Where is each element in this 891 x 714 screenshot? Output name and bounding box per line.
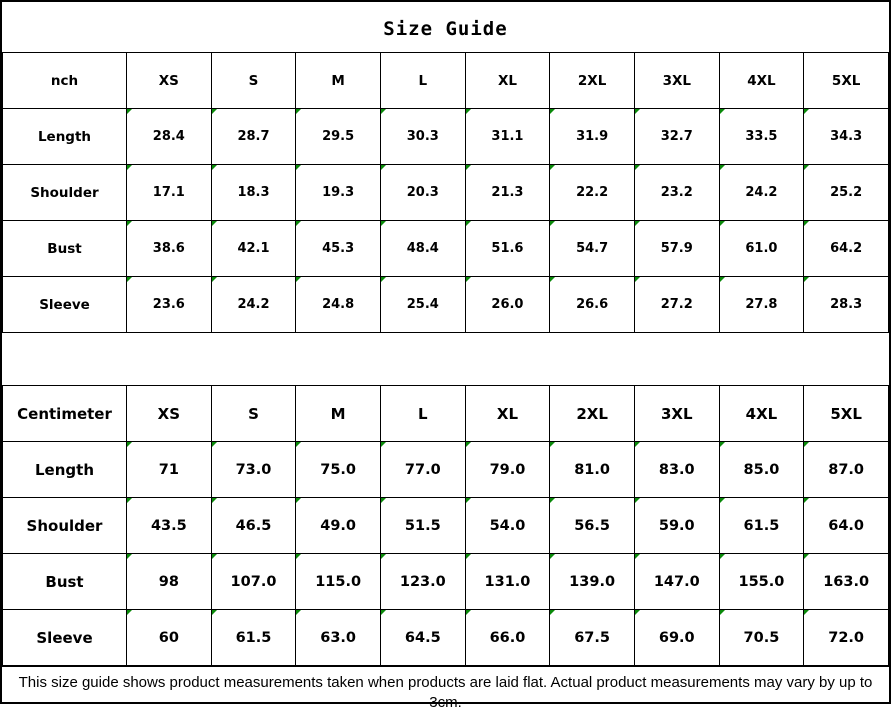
cell-shoulder-xl: 54.0 (465, 498, 550, 554)
cell-length-5xl: 34.3 (804, 109, 889, 165)
column-header-4xl: 4XL (719, 386, 804, 442)
table-row (3, 610, 889, 666)
column-header-2xl: 2XL (550, 53, 635, 109)
size-guide-footnote: This size guide shows product measurements taken when products are laid flat. Actual product measurements may vary by up to 3cm. (2, 666, 889, 714)
cell-bust-xs: 38.6 (127, 221, 212, 277)
cell-sleeve-xs: 60 (127, 610, 212, 666)
column-header-3xl: 3XL (634, 386, 719, 442)
row-label-sleeve: Sleeve (3, 277, 127, 333)
cell-bust-5xl: 64.2 (804, 221, 889, 277)
cell-sleeve-xl: 26.0 (465, 277, 550, 333)
cell-shoulder-xs: 43.5 (127, 498, 212, 554)
cell-bust-3xl: 147.0 (634, 554, 719, 610)
cell-bust-l: 123.0 (380, 554, 465, 610)
table-header-row (3, 53, 889, 109)
row-label-shoulder: Shoulder (3, 498, 127, 554)
table-row (3, 165, 889, 221)
cell-length-4xl: 85.0 (719, 442, 804, 498)
cell-shoulder-5xl: 64.0 (804, 498, 889, 554)
cell-length-4xl: 33.5 (719, 109, 804, 165)
table-row (3, 554, 889, 610)
cell-shoulder-2xl: 22.2 (550, 165, 635, 221)
cell-sleeve-m: 63.0 (296, 610, 381, 666)
row-label-shoulder: Shoulder (3, 165, 127, 221)
cell-length-s: 73.0 (211, 442, 296, 498)
cell-shoulder-4xl: 24.2 (719, 165, 804, 221)
table-row (3, 109, 889, 165)
cell-sleeve-3xl: 27.2 (634, 277, 719, 333)
cell-bust-4xl: 155.0 (719, 554, 804, 610)
cell-length-2xl: 81.0 (550, 442, 635, 498)
column-header-xs: XS (127, 53, 212, 109)
cell-length-xs: 28.4 (127, 109, 212, 165)
column-header-5xl: 5XL (804, 386, 889, 442)
row-label-bust: Bust (3, 554, 127, 610)
cell-length-5xl: 87.0 (804, 442, 889, 498)
inch-size-table (2, 52, 889, 333)
centimeter-size-table (2, 385, 889, 666)
column-header-4xl: 4XL (719, 53, 804, 109)
column-header-3xl: 3XL (634, 53, 719, 109)
cell-bust-3xl: 57.9 (634, 221, 719, 277)
unit-header-inch: nch (3, 53, 127, 109)
page-title: Size Guide (383, 18, 508, 40)
cell-shoulder-3xl: 23.2 (634, 165, 719, 221)
cell-shoulder-m: 19.3 (296, 165, 381, 221)
row-label-sleeve: Sleeve (3, 610, 127, 666)
cell-shoulder-3xl: 59.0 (634, 498, 719, 554)
cell-bust-xl: 51.6 (465, 221, 550, 277)
table-row (3, 498, 889, 554)
cell-sleeve-xl: 66.0 (465, 610, 550, 666)
column-header-m: M (296, 386, 381, 442)
row-label-bust: Bust (3, 221, 127, 277)
cell-sleeve-s: 24.2 (211, 277, 296, 333)
cell-bust-2xl: 139.0 (550, 554, 635, 610)
cell-length-xs: 71 (127, 442, 212, 498)
cell-bust-2xl: 54.7 (550, 221, 635, 277)
column-header-2xl: 2XL (550, 386, 635, 442)
column-header-l: L (380, 386, 465, 442)
cell-bust-l: 48.4 (380, 221, 465, 277)
cell-shoulder-xl: 21.3 (465, 165, 550, 221)
cell-sleeve-3xl: 69.0 (634, 610, 719, 666)
column-header-m: M (296, 53, 381, 109)
row-label-length: Length (3, 442, 127, 498)
cell-shoulder-2xl: 56.5 (550, 498, 635, 554)
cell-sleeve-s: 61.5 (211, 610, 296, 666)
table-header-row (3, 386, 889, 442)
cell-sleeve-5xl: 72.0 (804, 610, 889, 666)
cell-bust-5xl: 163.0 (804, 554, 889, 610)
cell-sleeve-xs: 23.6 (127, 277, 212, 333)
cell-bust-xl: 131.0 (465, 554, 550, 610)
cell-shoulder-m: 49.0 (296, 498, 381, 554)
row-label-length: Length (3, 109, 127, 165)
cell-bust-m: 115.0 (296, 554, 381, 610)
cell-length-3xl: 32.7 (634, 109, 719, 165)
cell-sleeve-2xl: 26.6 (550, 277, 635, 333)
cell-shoulder-5xl: 25.2 (804, 165, 889, 221)
cell-bust-m: 45.3 (296, 221, 381, 277)
cell-length-l: 77.0 (380, 442, 465, 498)
column-header-xl: XL (465, 386, 550, 442)
cell-shoulder-s: 18.3 (211, 165, 296, 221)
table-row (3, 221, 889, 277)
cell-sleeve-2xl: 67.5 (550, 610, 635, 666)
column-header-5xl: 5XL (804, 53, 889, 109)
cell-shoulder-4xl: 61.5 (719, 498, 804, 554)
table-gap (2, 333, 889, 385)
cell-shoulder-s: 46.5 (211, 498, 296, 554)
column-header-s: S (211, 386, 296, 442)
unit-header-centimeter: Centimeter (3, 386, 127, 442)
column-header-s: S (211, 53, 296, 109)
cell-length-l: 30.3 (380, 109, 465, 165)
cell-bust-s: 107.0 (211, 554, 296, 610)
table-row (3, 442, 889, 498)
cell-bust-4xl: 61.0 (719, 221, 804, 277)
cell-shoulder-xs: 17.1 (127, 165, 212, 221)
cell-bust-xs: 98 (127, 554, 212, 610)
cell-shoulder-l: 51.5 (380, 498, 465, 554)
cell-sleeve-4xl: 70.5 (719, 610, 804, 666)
cell-length-m: 29.5 (296, 109, 381, 165)
cell-length-xl: 31.1 (465, 109, 550, 165)
cell-sleeve-5xl: 28.3 (804, 277, 889, 333)
column-header-xs: XS (127, 386, 212, 442)
cell-length-xl: 79.0 (465, 442, 550, 498)
cell-length-m: 75.0 (296, 442, 381, 498)
cell-length-3xl: 83.0 (634, 442, 719, 498)
column-header-l: L (380, 53, 465, 109)
column-header-xl: XL (465, 53, 550, 109)
cell-length-2xl: 31.9 (550, 109, 635, 165)
cell-sleeve-l: 25.4 (380, 277, 465, 333)
cell-length-s: 28.7 (211, 109, 296, 165)
cell-sleeve-l: 64.5 (380, 610, 465, 666)
table-row (3, 277, 889, 333)
cell-sleeve-4xl: 27.8 (719, 277, 804, 333)
cell-sleeve-m: 24.8 (296, 277, 381, 333)
cell-shoulder-l: 20.3 (380, 165, 465, 221)
cell-bust-s: 42.1 (211, 221, 296, 277)
